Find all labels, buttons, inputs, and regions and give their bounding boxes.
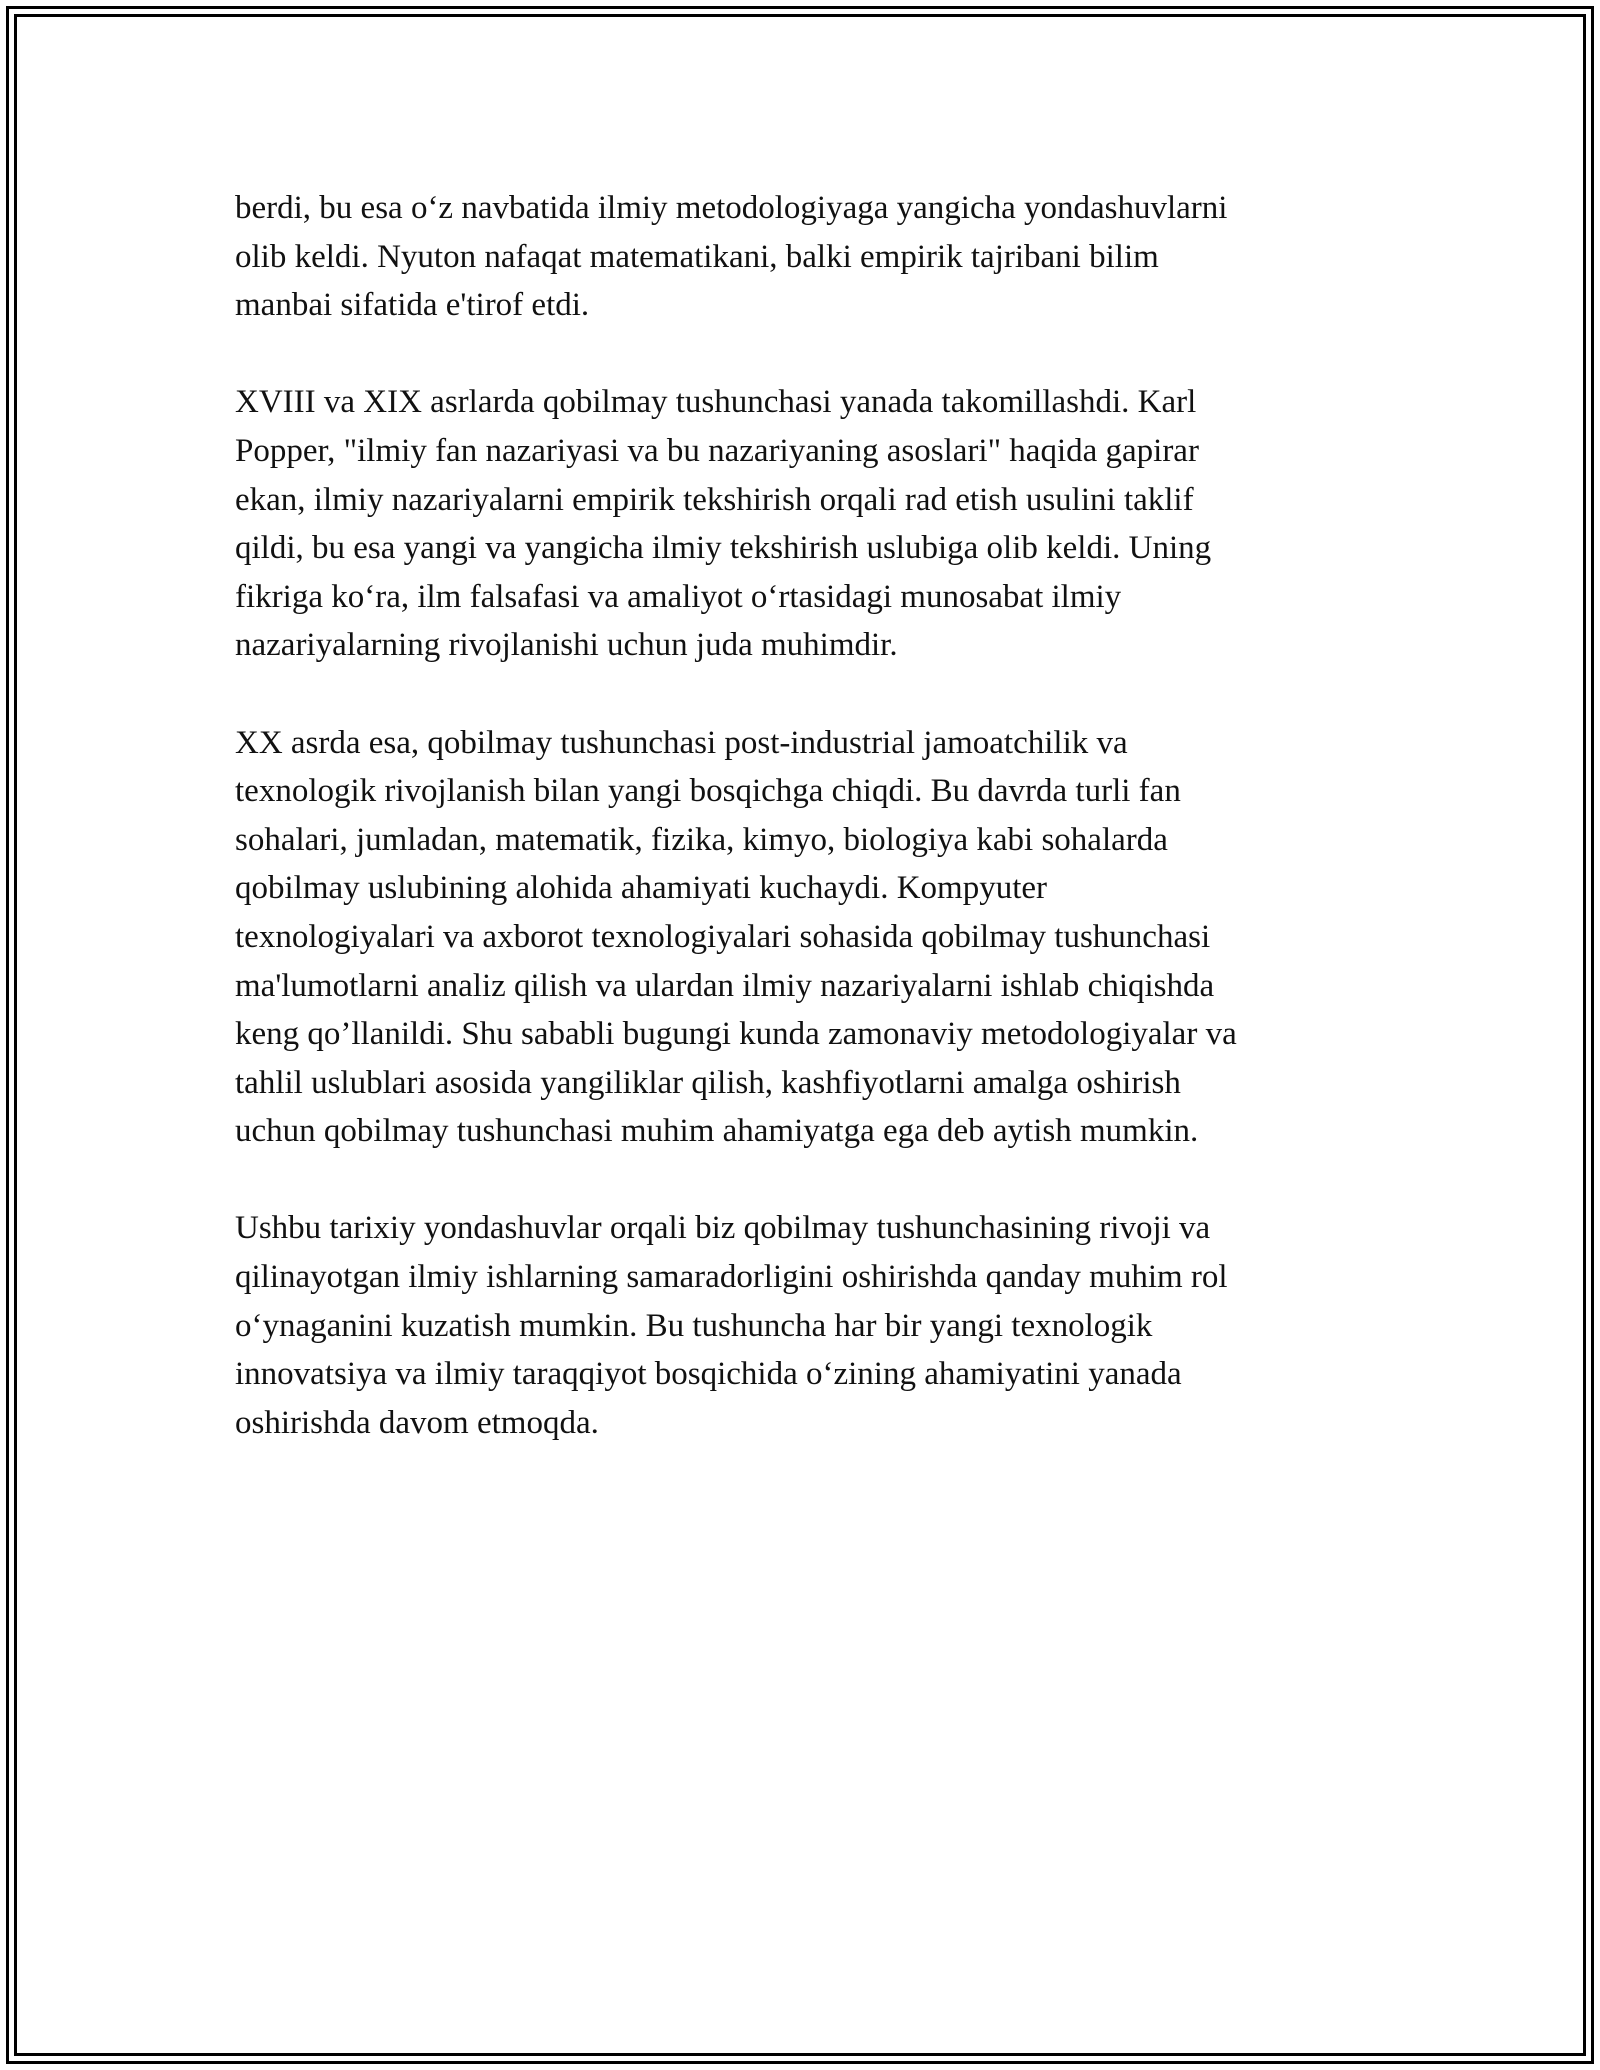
- text-line: qilinayotgan ilmiy ishlarning samaradorligini oshirishda qanday muhim rol: [235, 1259, 1228, 1296]
- text-line: sohalari, jumladan, matematik, fizika, kimyo, biologiya kabi sohalarda: [235, 821, 1168, 858]
- paragraph-3: [235, 719, 1375, 1156]
- text-line: ekan, ilmiy nazariyalarni empirik tekshirish orqali rad etish usulini taklif: [235, 481, 1194, 518]
- paragraph-4: [235, 1204, 1375, 1447]
- text-line: XVIII va XIX asrlarda qobilmay tushunchasi yanada takomillashdi. Karl: [235, 384, 1197, 421]
- text-line: fikriga ko‘ra, ilm falsafasi va amaliyot o‘rtasidagi munosabat ilmiy: [235, 578, 1122, 615]
- text-line: berdi, bu esa o‘z navbatida ilmiy metodologiyaga yangicha yondashuvlarni: [235, 190, 1228, 226]
- text-line: oshirishda davom etmoqda.: [235, 1404, 599, 1441]
- text-line: texnologik rivojlanish bilan yangi bosqichga chiqdi. Bu davrda turli fan: [235, 773, 1181, 810]
- text-line: innovatsiya va ilmiy taraqqiyot bosqichida o‘zining ahamiyatini yanada: [235, 1356, 1182, 1393]
- text-line: uchun qobilmay tushunchasi muhim ahamiyatga ega deb aytish mumkin.: [235, 1113, 1199, 1150]
- text-line: texnologiyalari va axborot texnologiyalari sohasida qobilmay tushunchasi: [235, 918, 1211, 955]
- text-line: tahlil uslublari asosida yangiliklar qilish, kashfiyotlarni amalga oshirish: [235, 1064, 1181, 1101]
- text-line: o‘ynaganini kuzatish mumkin. Bu tushuncha har bir yangi texnologik: [235, 1307, 1153, 1344]
- text-line: olib keldi. Nyuton nafaqat matematikani, balki empirik tajribani bilim: [235, 238, 1159, 275]
- document-body: [235, 184, 1375, 1496]
- text-line: ma'lumotlarni analiz qilish va ulardan ilmiy nazariyalarni ishlab chiqishda: [235, 967, 1215, 1004]
- text-line: manbai sifatida e'tirof etdi.: [235, 287, 590, 324]
- paragraph-1: [235, 184, 1375, 330]
- text-line: qildi, bu esa yangi va yangicha ilmiy tekshirish uslubiga olib keldi. Uning: [235, 530, 1212, 567]
- text-line: nazariyalarning rivojlanishi uchun juda muhimdir.: [235, 627, 898, 664]
- paragraph-2: [235, 378, 1375, 670]
- text-line: Ushbu tarixiy yondashuvlar orqali biz qobilmay tushunchasining rivoji va: [235, 1210, 1211, 1247]
- text-line: keng qo’llanildi. Shu sababli bugungi kunda zamonaviy metodologiyalar va: [235, 1016, 1237, 1053]
- text-line: qobilmay uslubining alohida ahamiyati kuchaydi. Kompyuter: [235, 870, 1048, 907]
- text-line: Popper, "ilmiy fan nazariyasi va bu nazariyaning asoslari" haqida gapirar: [235, 432, 1199, 469]
- text-line: XX asrda esa, qobilmay tushunchasi post-industrial jamoatchilik va: [235, 724, 1128, 761]
